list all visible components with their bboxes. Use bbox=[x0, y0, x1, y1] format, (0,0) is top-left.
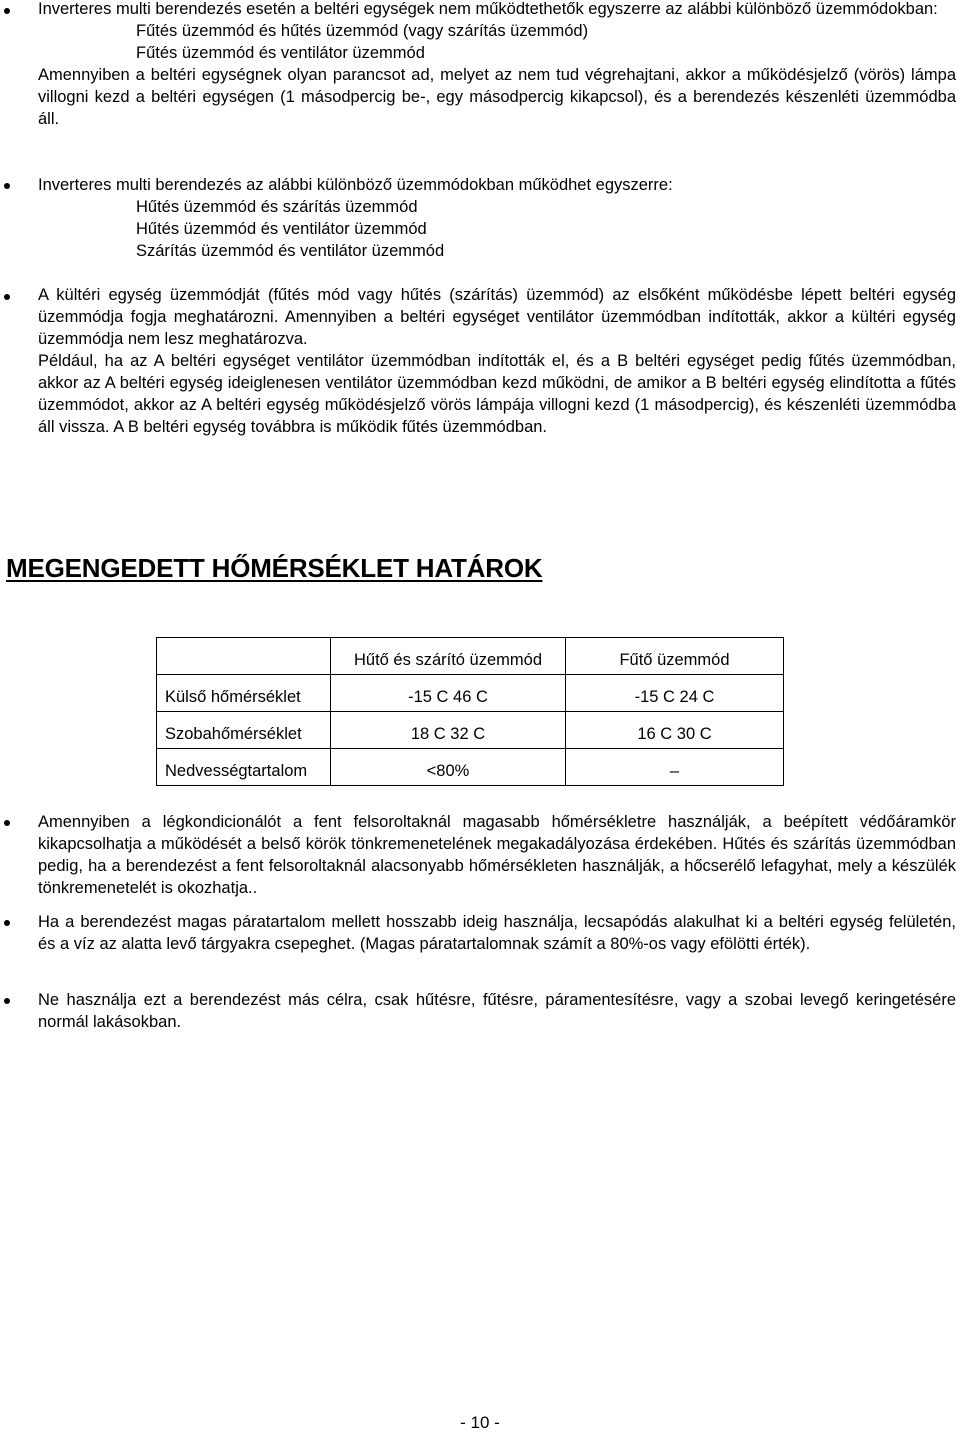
table-header-cell: Fűtő üzemmód bbox=[566, 638, 784, 675]
page-number: - 10 - bbox=[460, 1413, 500, 1432]
bullet-dot bbox=[4, 294, 10, 300]
table-cell: Szobahőmérséklet bbox=[157, 712, 331, 749]
bullet-1-text: Amennyiben a beltéri egységnek olyan parancsot ad, melyet az nem tud végrehajtani, akkor a működésjelző (vörös) lámpa villogni kezd a beltéri egységen (1 másodpercig be-, egy másodpercig kikapcsol), és a berendezés készenléti üzemmódba áll. bbox=[38, 66, 956, 128]
bullet-dot bbox=[4, 183, 10, 189]
table-cell: Külső hőmérséklet bbox=[157, 675, 331, 712]
table-cell: Nedvességtartalom bbox=[157, 749, 331, 786]
bullet-2 bbox=[38, 174, 956, 262]
table-row bbox=[157, 712, 784, 749]
table-cell: 16 C 30 C bbox=[566, 712, 784, 749]
bullet-1-mode-2: Fűtés üzemmód és ventilátor üzemmód bbox=[136, 44, 425, 62]
table-row bbox=[157, 675, 784, 712]
table-cell: – bbox=[566, 749, 784, 786]
bullet-dot bbox=[4, 998, 10, 1004]
bullet-2-mode-2: Hűtés üzemmód és ventilátor üzemmód bbox=[136, 220, 427, 238]
bullet-5: Ha a berendezést magas páratartalom mellett hosszabb ideig használja, lecsapódás alakulhat ki a beltéri egység felületén, és a víz az alatta levő tárgyakra csepeghet. (Magas páratartalomnak számít a 80%-os vagy efölötti érték). bbox=[38, 913, 956, 953]
temperature-limits-table bbox=[156, 637, 784, 786]
bullet-6: Ne használja ezt a berendezést más célra, csak hűtésre, fűtésre, páramentesítésre, vagy a szobai levegő keringetésére normál lakásokban. bbox=[38, 991, 956, 1031]
bullet-dot bbox=[4, 820, 10, 826]
table-cell: -15 C 24 C bbox=[566, 675, 784, 712]
bullet-2-mode-3: Szárítás üzemmód és ventilátor üzemmód bbox=[136, 242, 445, 260]
bullet-dot bbox=[4, 920, 10, 926]
table-cell: -15 C 46 C bbox=[331, 675, 566, 712]
table-cell: 18 C 32 C bbox=[331, 712, 566, 749]
bullet-1-intro: Inverteres multi berendezés esetén a beltéri egységek nem működtethetők egyszerre az alábbi különböző üzemmódokban: bbox=[38, 0, 938, 18]
bullet-dot bbox=[4, 8, 10, 14]
table-header-row bbox=[157, 638, 784, 675]
bullet-3-text-1: A kültéri egység üzemmódját (fűtés mód vagy hűtés (szárítás) üzemmód) az elsőként működésbe lépett beltéri egység üzemmódja fogja meghatározni. Amennyiben a beltéri egységet ventilátor üzemmódban indították, akkor a kültéri egység üzemmódja nem lesz meghatározva. bbox=[38, 286, 956, 348]
bullet-2-mode-1: Hűtés üzemmód és szárítás üzemmód bbox=[136, 198, 418, 216]
bullet-2-intro: Inverteres multi berendezés az alábbi különböző üzemmódokban működhet egyszerre: bbox=[38, 176, 673, 194]
section-title: MEGENGEDETT HŐMÉRSÉKLET HATÁROK bbox=[6, 553, 543, 583]
table-header-cell: Hűtő és szárító üzemmód bbox=[331, 638, 566, 675]
bullet-3 bbox=[38, 284, 956, 438]
table-cell: <80% bbox=[331, 749, 566, 786]
bullet-1 bbox=[38, 0, 956, 130]
bullet-3-text-2: Például, ha az A beltéri egységet ventilátor üzemmódban indították el, és a B beltéri egységet pedig fűtés üzemmódban, akkor az A beltéri egység ideiglenesen ventilátor üzemmódban kezd működni, de amikor a B beltéri egység elindította a fűtés üzemmódot, akkor az A beltéri egység működésjelző vörös lámpája villogni kezd (1 másodpercig), és készenléti üzemmódba áll vissza. A B beltéri egység továbbra is működik fűtés üzemmódban. bbox=[38, 352, 956, 436]
bullet-1-mode-1: Fűtés üzemmód és hűtés üzemmód (vagy szárítás üzemmód) bbox=[136, 22, 589, 40]
table-header-cell bbox=[157, 638, 331, 675]
bullet-4: Amennyiben a légkondicionálót a fent felsoroltaknál magasabb hőmérsékletre használják, a beépített védőáramkör kikapcsolhatja a működését a belső körök tönkremenetelének megakadályozása érdekében. Hűtés és szárítás üzemmódban pedig, ha a berendezést a fent felsoroltaknál alacsonyabb hőmérsékleten használják, a hőcserélő lefagyhat, mely a készülék tönkremenetelét is okozhatja.. bbox=[38, 813, 956, 897]
table-row bbox=[157, 749, 784, 786]
